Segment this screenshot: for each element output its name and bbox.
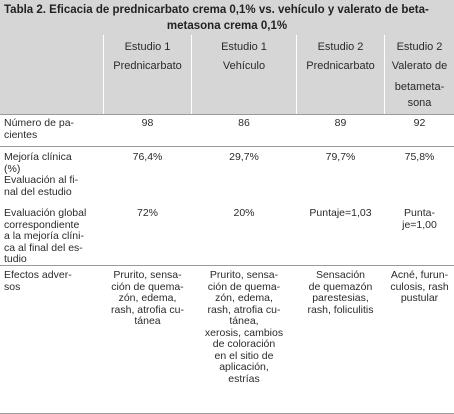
table-title-line-1: Tabla 2. Eficacia de prednicarbato crema 0,1% vs. vehículo y valerato de beta- <box>4 4 429 16</box>
value-global-1: 72% <box>136 207 158 219</box>
header-treatment-2: Vehículo <box>222 60 266 72</box>
value-pacientes-2: 86 <box>238 117 250 129</box>
header-study-3: Estudio 2 <box>317 41 364 53</box>
value-pacientes-1: 98 <box>141 117 154 129</box>
header-treatment-4-cont: sona <box>407 97 432 109</box>
header-treatment-4: Valerato de <box>391 60 448 72</box>
value-efectos-1: Prurito, sensa- ción de quema- zón, edema, rash, atrofia cu- tánea <box>111 269 184 327</box>
value-efectos-2: Prurito, sensa- ción de quema- zón, edema, rash, atrofia cu- tánea, xerosis, cambios de coloración en el sitio de aplicación, estrías <box>204 269 284 385</box>
row-label-pacientes: Número de pa- cientes <box>4 117 75 141</box>
header-study-2: Estudio 1 <box>221 41 267 53</box>
value-global-3: Puntaje=1,03 <box>309 207 372 219</box>
row-label-mejoria: Mejoría clínica (%) Evaluación al fi- nal del estudio <box>4 151 79 198</box>
table-title-line-2: metasona crema 0,1% <box>166 20 288 32</box>
value-pacientes-4: 92 <box>413 117 426 129</box>
header-treatment-1: Prednicarbato <box>113 60 182 72</box>
value-efectos-3: Sensación de quemazón parestesias, rash, foliculitis <box>307 269 374 316</box>
value-mejoria-4: 75,8% <box>404 151 435 163</box>
row-divider <box>0 114 454 115</box>
value-efectos-4: Acné, furun- culosis, rash pustular <box>390 269 449 304</box>
header-treatment-3: Prednicarbato <box>306 60 375 72</box>
value-global-2: 20% <box>233 207 255 219</box>
header-study-4: Estudio 2 <box>396 41 443 53</box>
value-mejoria-3: 79,7% <box>325 151 356 163</box>
value-mejoria-2: 29,7% <box>229 151 259 163</box>
row-label-global: Evaluación global correspondiente a la mejoría clíni- ca al final del es- tudio <box>4 207 87 265</box>
header-study-1: Estudio 1 <box>124 41 171 53</box>
value-mejoria-1: 76,4% <box>132 151 163 163</box>
value-global-4: Punta- je=1,00 <box>402 207 437 231</box>
row-label-efectos: Efectos adver- sos <box>4 269 72 293</box>
row-divider <box>0 146 454 147</box>
value-pacientes-3: 89 <box>334 117 347 129</box>
header-treatment-4-cont: betameta- <box>394 81 445 93</box>
